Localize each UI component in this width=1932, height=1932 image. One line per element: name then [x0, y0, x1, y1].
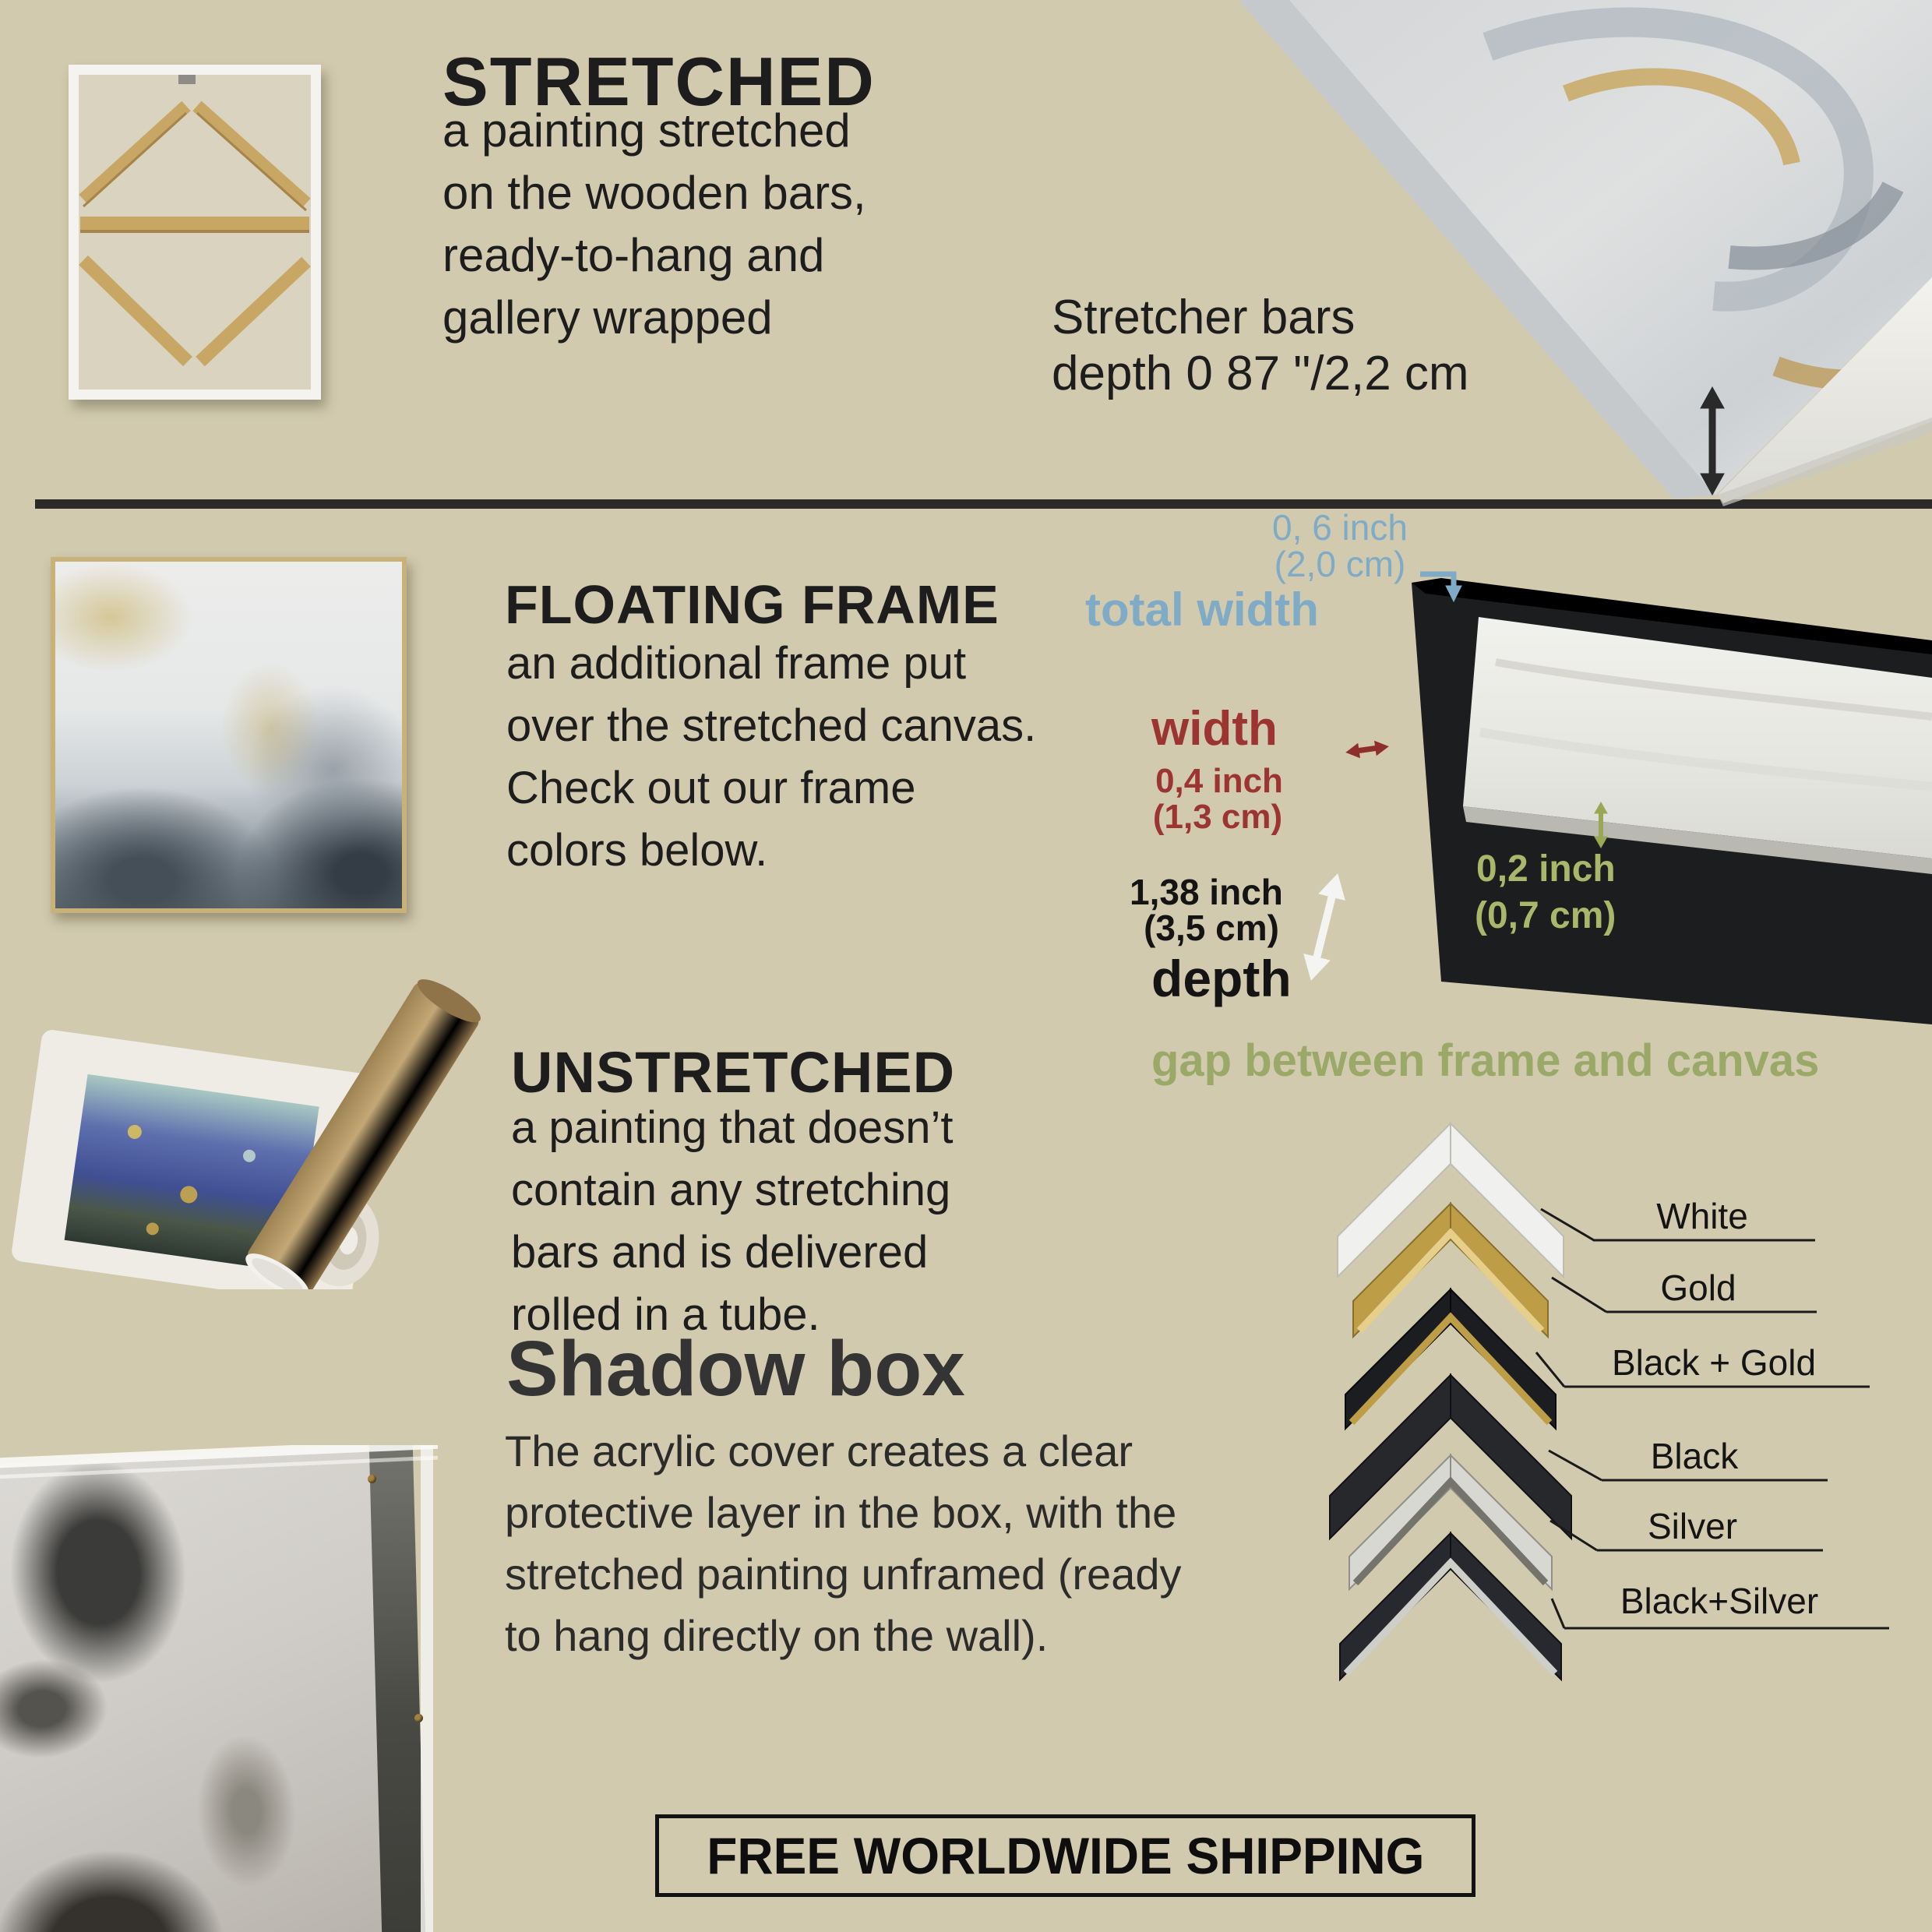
free-shipping-text: FREE WORLDWIDE SHIPPING [706, 1827, 1425, 1884]
unstretched-line-2: contain any stretching [511, 1165, 951, 1215]
label-leader-line [1536, 1352, 1564, 1387]
frame-corner-swatch-white [1451, 1123, 1564, 1277]
shadow-box-line-3: stretched painting unframed (ready [505, 1549, 1182, 1599]
frame-corner-stripe [1359, 1233, 1542, 1331]
shadow-box-line-2: protective layer in the box, with the [505, 1488, 1177, 1537]
stretcher-bars-graphic [79, 75, 311, 390]
width-value: 0,4 inch [1155, 762, 1283, 800]
depth-metric: (3,5 cm) [1144, 908, 1279, 948]
stretched-line-1: a painting stretched [442, 104, 851, 157]
depth-label: depth [1151, 950, 1292, 1007]
acrylic-right-edge [421, 1445, 433, 1932]
total-width-value: 0, 6 inch [1272, 507, 1408, 548]
rolled-canvas-tube-photo [12, 947, 518, 1289]
frame-corner-swatch-black-gold [1451, 1289, 1556, 1429]
frame-corner-stripe [1356, 1482, 1546, 1583]
stretcher-bars-caption [1052, 290, 1469, 402]
frame-corner-swatch-white [1338, 1123, 1451, 1277]
depth-value: 1,38 inch [1130, 872, 1283, 912]
stretched-heading: STRETCHED [442, 43, 876, 120]
floating-frame-sample-photo [51, 557, 407, 913]
unstretched-line-1: a painting that doesn’t [511, 1102, 954, 1153]
frame-corner-swatch-silver [1451, 1455, 1552, 1589]
frame-corner-stripe [1346, 1563, 1555, 1673]
frame-color-label-white: White [1656, 1196, 1748, 1236]
shadow-box-line-1: The acrylic cover creates a clear [505, 1426, 1133, 1475]
frame-corner-swatch-black [1451, 1375, 1571, 1539]
frame-corner-swatch-black-silver [1340, 1533, 1451, 1680]
free-shipping-badge [655, 1814, 1475, 1897]
frame-corner-swatch-black [1330, 1375, 1451, 1539]
frame-color-label-black-gold: Black + Gold [1611, 1342, 1817, 1383]
frame-corner-swatch-gold [1451, 1204, 1548, 1337]
floating-frame-line-2: over the stretched canvas. [506, 700, 1037, 751]
floating-frame-line-1: an additional frame put [506, 638, 967, 689]
unstretched-line-3: bars and is delivered [511, 1227, 929, 1278]
label-leader-line [1550, 1521, 1597, 1550]
gap-value: 0,2 inch [1476, 848, 1616, 890]
unstretched-line-4: rolled in a tube. [511, 1289, 820, 1340]
label-leader-line [1541, 1209, 1594, 1240]
frame-depth-arrow-icon [1299, 871, 1351, 983]
shadow-box-heading: Shadow box [506, 1325, 965, 1412]
screw-icon [368, 1475, 376, 1483]
gap-metric: (0,7 cm) [1475, 895, 1616, 936]
width-metric: (1,3 cm) [1152, 798, 1283, 836]
frame-color-label-silver: Silver [1647, 1506, 1738, 1546]
label-leader-line [1552, 1599, 1564, 1628]
unstretched-description [511, 1097, 954, 1346]
label-leader-line [1552, 1278, 1606, 1312]
shadow-box-description [505, 1420, 1182, 1666]
floating-frame-line-3: Check out our frame [506, 763, 916, 813]
floating-frame-line-4: colors below. [506, 825, 768, 876]
stretched-line-4: gallery wrapped [442, 291, 773, 344]
unstretched-heading: UNSTRETCHED [511, 1040, 956, 1105]
canvas-corner-photo [1231, 0, 1932, 545]
stretcher-caption-line-1: Stretcher bars [1052, 291, 1356, 344]
frame-corner-stripe [1352, 1317, 1549, 1423]
frame-color-label-black-silver: Black+Silver [1620, 1581, 1819, 1621]
frame-corner-swatch-silver [1349, 1455, 1451, 1589]
screw-icon [414, 1714, 423, 1722]
frame-corner-swatch-black-silver [1451, 1533, 1561, 1680]
width-arrow-icon [1345, 739, 1389, 759]
stretched-canvas-back-photo [69, 65, 321, 400]
frame-corner-swatch-gold [1353, 1204, 1451, 1337]
shadow-box-photo [0, 1445, 438, 1932]
frame-color-label-gold: Gold [1660, 1267, 1736, 1308]
label-leader-line [1549, 1451, 1602, 1480]
stretched-line-2: on the wooden bars, [442, 167, 866, 219]
total-width-label: total width [1085, 583, 1319, 636]
floating-frame-diagram-photo [1394, 569, 1932, 1052]
total-width-metric: (2,0 cm) [1274, 544, 1406, 584]
width-label: width [1151, 702, 1278, 756]
frame-color-label-black: Black [1650, 1436, 1739, 1476]
frame-corner-swatch-black-gold [1345, 1289, 1451, 1429]
gap-between-frame-canvas-label: gap between frame and canvas [1151, 1035, 1820, 1086]
shadow-box-painting [0, 1445, 426, 1932]
floating-frame-description [506, 633, 1036, 882]
stretched-line-3: ready-to-hang and [442, 229, 825, 281]
shadow-box-line-4: to hang directly on the wall). [505, 1611, 1049, 1660]
floating-frame-heading: FLOATING FRAME [505, 574, 999, 635]
stretched-description [442, 100, 866, 349]
stretcher-caption-line-2: depth 0 87 "/2,2 cm [1052, 347, 1469, 400]
